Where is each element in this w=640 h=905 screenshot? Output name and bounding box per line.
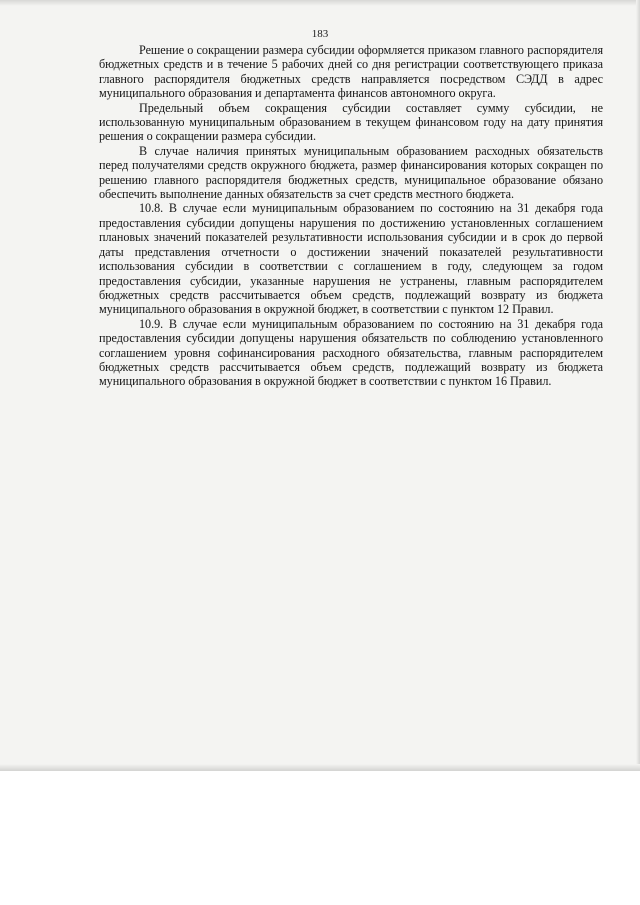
paragraph-reduction-limit: Предельный объем сокращения субсидии составляет сумму субсидии, не использованную муниципальным образованием в текущем финансовом году на дату принятия решения о сокращении размера субсидии.	[99, 100, 603, 144]
scan-edge-top	[0, 0, 640, 6]
document-body	[99, 43, 603, 389]
paragraph-obligations: В случае наличия принятых муниципальным образованием расходных обязательств перед получателями средств окружного бюджета, размер финансирования которых сокращен по решению главного распорядителя бюджетных средств, муниципальное образование обязано обеспечить выполнение данных обязательств за счет средств местного бюджета.	[99, 143, 603, 202]
paragraph-subsidy-reduction-order: Решение о сокращении размера субсидии оформляется приказом главного распорядителя бюджетных средств и в течение 5 рабочих дней со дня регистрации соответствующего приказа главного распорядителя бюджетных средств направляется посредством СЭДД в адрес муниципального образования и департамента финансов автономного округа.	[99, 43, 603, 101]
page-number: 183	[311, 28, 329, 40]
paragraph-10-8: 10.8. В случае если муниципальным образованием по состоянию на 31 декабря года предоставления субсидии допущены нарушения по достижению установленных соглашением плановых значений показателей результативности использования субсидии и в срок до первой даты представления отчетности о достижении значений показателей результативности использования субсидии в соответствии с соглашением в году, следующем за годом предоставления субсидии, указанные нарушения не устранены, главным распорядителем бюджетных средств рассчитывается объем средств, подлежащий возврату из бюджета муниципального образования в окружной бюджет, в соответствии с пунктом 12 Правил.	[99, 201, 603, 317]
blank-area	[0, 771, 640, 905]
scan-edge-right	[636, 0, 640, 771]
paragraph-10-9: 10.9. В случае если муниципальным образованием по состоянию на 31 декабря года предоставления субсидии допущены нарушения обязательств по соблюдению установленного соглашением уровня софинансирования расходного обязательства, главным распорядителем бюджетных средств рассчитывается объем средств, подлежащий возврату из бюджета муниципального образования в окружной бюджет в соответствии с пунктом 16 Правил.	[99, 316, 603, 389]
